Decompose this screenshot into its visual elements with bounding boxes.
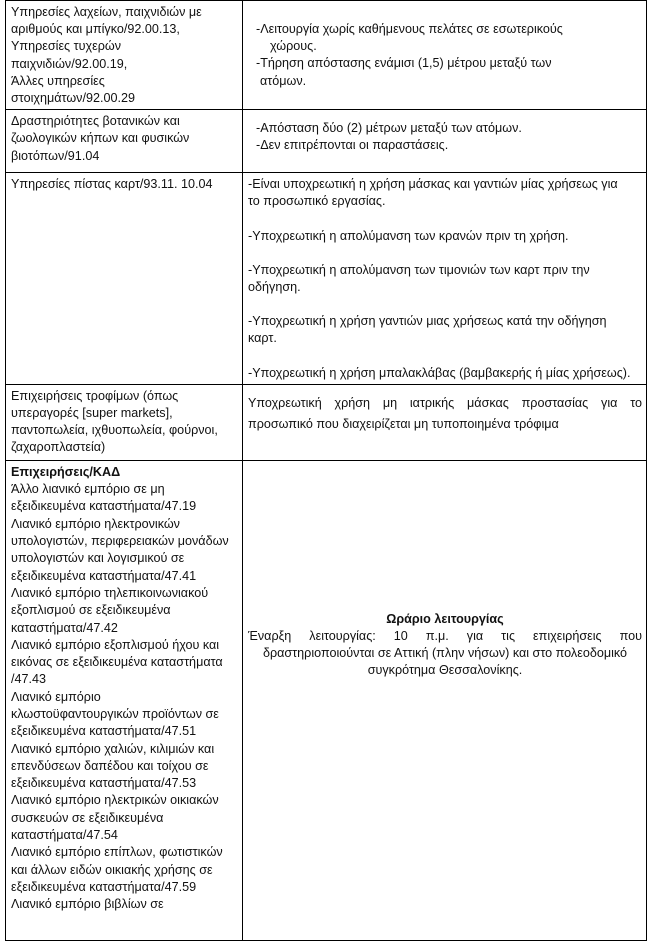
text-line: ζαχαροπλαστεία) [11,440,106,455]
text-line: ζωολογικών κήπων και φυσικών [11,131,190,146]
text-line: -Λειτουργία χωρίς καθήμενους πελάτες σε εσωτερικούς [256,22,563,36]
text-line: παιχνιδιών/92.00.19, [11,56,128,71]
text-line: συσκευών σε εξειδικευμένα [11,810,164,825]
text-line: Λιανικό εμπόριο ηλεκτρονικών [11,516,180,531]
text-line: Λιανικό εμπόριο βιβλίων σε [11,897,164,912]
text-line: οδήγηση. [248,280,301,295]
text-line: εξειδικευμένα καταστήματα/47.41 [11,568,197,583]
text-line: καρτ. [248,331,277,346]
text-line: συγκρότημα Θεσσαλονίκης. [367,663,523,678]
text-line: -Υποχρεωτική η απολύμανση των τιμονιών των καρτ πριν την [248,262,590,277]
text-line: εξοπλισμού σε εξειδικευμένα [11,603,171,618]
text-line: προσωπικό που διαχειρίζεται μη τυποποιημένα τρόφιμα [248,416,559,431]
text-line: το προσωπικό εργασίας. [248,194,386,209]
text-line: Άλλες υπηρεσίες [11,73,105,88]
text-line: παντοπωλεία, ιχθυοπωλεία, φούρνοι, [11,423,218,438]
text-line: Υπηρεσίες τυχερών [11,39,122,54]
text-line: βιοτόπων/91.04 [11,148,100,163]
regulations-table-page [5,0,646,941]
activity-cell [6,1,243,110]
table-row [6,460,647,940]
text-line: δραστηριοποιούνται σε Αττική (πλην νήσων) και στο πολεοδομικό [262,646,628,661]
text-line: Υπηρεσίες πίστας καρτ/93.11. 10.04 [11,177,213,192]
measures-cell [243,384,647,460]
text-line: Λιανικό εμπόριο επίπλων, φωτιστικών [11,845,223,860]
text-line: Λιανικό εμπόριο τηλεπικοινωνιακού [11,585,209,600]
text-line: -Τήρηση απόστασης ενάμισι (1,5) μέτρου μεταξύ των [256,56,552,71]
text-line: Λιανικό εμπόριο ηλεκτρικών οικιακών [11,793,219,808]
text-line: -Υποχρεωτική η απολύμανση των κρανών πριν τη χρήση. [248,228,569,243]
activity-cell [6,384,243,460]
measures-cell [243,460,647,940]
text-line: εικόνας σε εξειδικευμένα καταστήματα [11,655,223,670]
activity-cell [6,110,243,173]
text-line: χώρους. [270,39,317,54]
table-row [6,1,647,110]
text-line: στοιχημάτων/92.00.29 [11,91,135,106]
text-line: -Απόσταση δύο (2) μέτρων μεταξύ των ατόμων. [256,121,522,136]
text-line: ατόμων. [260,73,307,88]
section-heading: Ωράριο λειτουργίας [386,611,504,626]
text-line: εξειδικευμένα καταστήματα/47.59 [11,879,197,894]
regulations-table [5,0,647,941]
text-line: Επιχειρήσεις τροφίμων (όπως [11,388,179,403]
measures-cell [243,1,647,110]
text-line: Υπηρεσίες λαχείων, παιχνιδιών με [11,5,202,19]
text-line: εξειδικευμένα καταστήματα/47.53 [11,776,197,791]
text-line: επενδύσεων δαπέδου και τοίχου σε [11,758,209,773]
text-line: Δραστηριότητες βοτανικών και [11,114,180,129]
table-row [6,173,647,385]
text-line: υπολογιστών και λογισμικού σε [11,551,185,566]
text-line: /47.43 [11,672,47,687]
measures-cell [243,173,647,385]
measures-cell [243,110,647,173]
table-row [6,110,647,173]
text-line: εξειδικευμένα καταστήματα/47.51 [11,724,197,739]
text-line: Λιανικό εμπόριο χαλιών, κιλιμιών και [11,741,215,756]
text-line: Λιανικό εμπόριο [11,689,101,704]
text-line: Υποχρεωτική χρήση μη ιατρικής μάσκας προστασίας για το [248,395,642,410]
activity-cell [6,173,243,385]
table-row [6,384,647,460]
text-line: εξειδικευμένα καταστήματα/47.19 [11,499,197,514]
text-line: κλωστοϋφαντουργικών προϊόντων σε [11,707,219,721]
text-line: -Δεν επιτρέπονται οι παραστάσεις. [256,138,449,153]
text-line: -Είναι υποχρεωτική η χρήση μάσκας και γαντιών μίας χρήσεως για [248,177,618,192]
text-line: καταστήματα/47.54 [11,828,118,843]
activity-cell [6,460,243,940]
text-line: -Υποχρεωτική η χρήση γαντιών μιας χρήσεως κατά την οδήγηση [248,314,607,329]
text-line: -Υποχρεωτική η χρήση μπαλακλάβας (βαμβακερής ή μίας χρήσεως). [248,365,631,380]
text-line: Λιανικό εμπόριο εξοπλισμού ήχου και [11,637,220,652]
text-line: καταστήματα/47.42 [11,620,118,635]
text-line: υπεραγορές [super markets], [11,406,173,421]
text-line: Άλλο λιανικό εμπόριο σε μη [11,482,165,497]
text-line: αριθμούς και μπίγκο/92.00.13, [11,22,180,37]
text-line: και άλλων ειδών οικιακής χρήσης σε [11,862,213,877]
section-heading: Επιχειρήσεις/ΚΑΔ [11,464,121,479]
text-line: Έναρξη λειτουργίας: 10 π.μ. για τις επιχειρήσεις που [248,629,642,644]
text-line: υπολογιστών, περιφερειακών μονάδων [11,534,229,549]
